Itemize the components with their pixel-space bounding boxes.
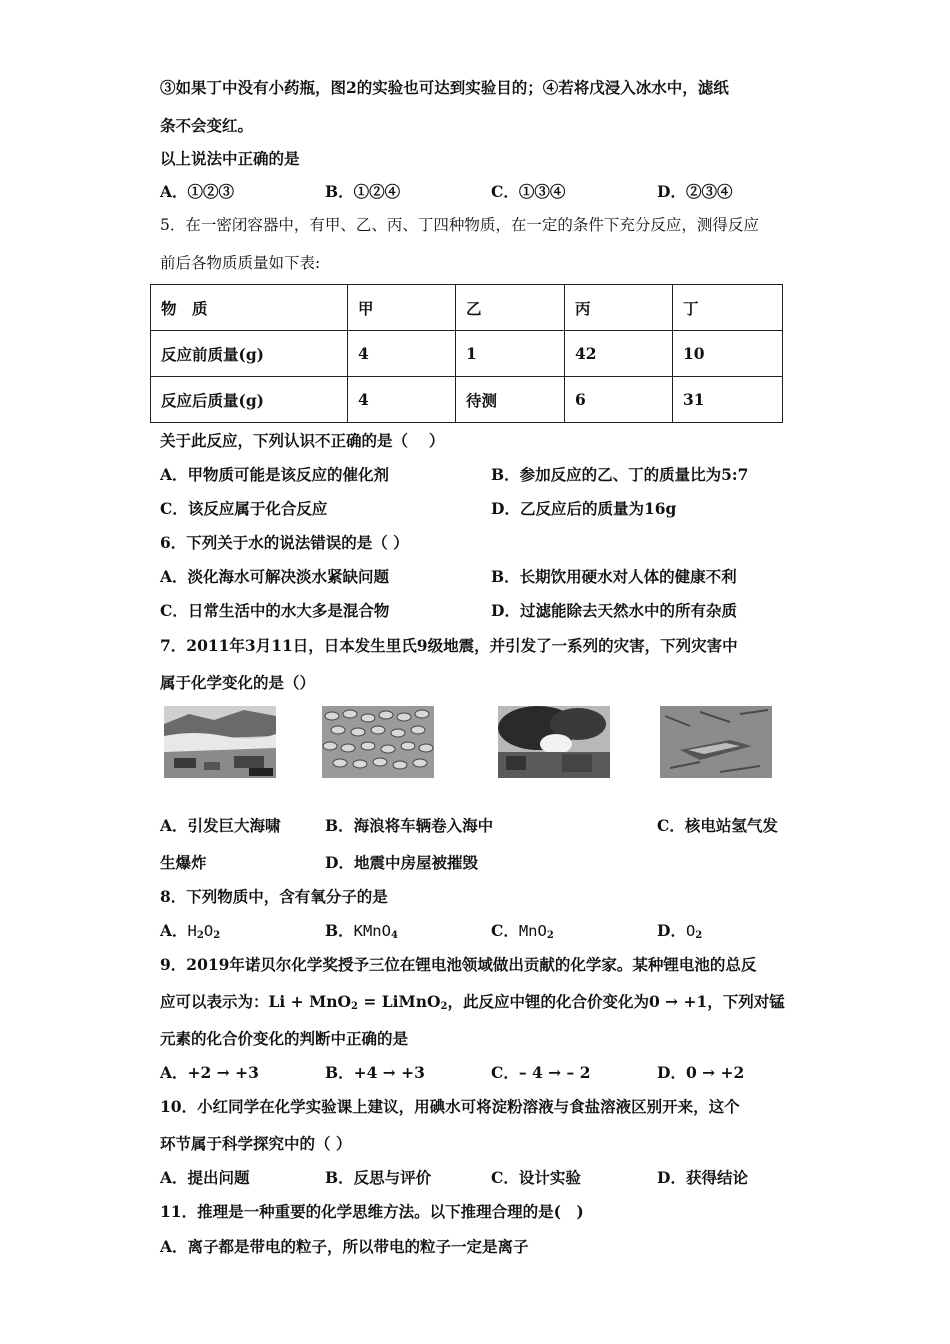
q9-option-b: B．+4 → +3	[325, 1063, 425, 1082]
q4-line3: 以上说法中正确的是	[160, 149, 300, 168]
q8-option-a: A．$H_2O_2$	[160, 921, 221, 941]
table-cell: 丁	[673, 285, 783, 331]
q4-line1: ③如果丁中没有小药瓶，图2的实验也可达到实验目的；④若将戊浸入冰水中，滤纸	[160, 78, 729, 97]
q9-option-c: C．– 4 → – 2	[491, 1063, 591, 1082]
q4-option-c: C．①③④	[491, 182, 566, 201]
q9-line1: 9．2019年诺贝尔化学奖授予三位在锂电池领域做出贡献的化学家。某种锂电池的总反	[160, 955, 757, 974]
q9-option-a: A．+2 → +3	[160, 1063, 259, 1082]
table-cell: 乙	[456, 285, 565, 331]
q9-option-d: D．0 → +2	[657, 1063, 745, 1082]
table-row	[151, 331, 783, 377]
q4-line2: 条不会变红。	[160, 116, 254, 135]
table-cell: 6	[565, 377, 673, 423]
table-cell: 待测	[456, 377, 565, 423]
q9-line3: 元素的化合价变化的判断中正确的是	[160, 1029, 409, 1048]
q5-option-c: C．该反应属于化合反应	[160, 499, 328, 518]
table-cell: 反应后质量(g)	[151, 377, 348, 423]
q4-option-b: B．①②④	[325, 182, 401, 201]
q6-question: 6．下列关于水的说法错误的是（ ）	[160, 533, 409, 552]
q4-option-a: A．①②③	[160, 182, 235, 201]
q5-option-a: A．甲物质可能是该反应的催化剂	[160, 465, 390, 484]
q10-option-c: C．设计实验	[491, 1168, 581, 1187]
q6-option-a: A．淡化海水可解决淡水紧缺问题	[160, 567, 390, 586]
table-cell: 10	[673, 331, 783, 377]
mass-table	[150, 284, 783, 423]
table-cell: 物 质	[151, 285, 348, 331]
table-cell: 反应前质量(g)	[151, 331, 348, 377]
q6-option-c: C．日常生活中的水大多是混合物	[160, 601, 390, 620]
table-cell: 4	[348, 377, 456, 423]
q7-line1: 7．2011年3月11日，日本发生里氏9级地震，并引发了一系列的灾害，下列灾害中	[160, 636, 738, 655]
q7-option-c: C．核电站氢气发	[657, 816, 778, 835]
q7-option-c-cont: 生爆炸	[160, 853, 207, 872]
q10-line2: 环节属于科学探究中的（ ）	[160, 1134, 352, 1153]
q8-option-d: D．$O_2$	[657, 921, 703, 941]
house-debris-photo	[660, 706, 772, 778]
q7-option-b: B．海浪将车辆卷入海中	[325, 816, 494, 835]
q5-question: 关于此反应，下列认识不正确的是（ ）	[160, 431, 445, 450]
table-cell: 4	[348, 331, 456, 377]
table-cell: 42	[565, 331, 673, 377]
q10-option-b: B．反思与评价	[325, 1168, 432, 1187]
q10-option-d: D．获得结论	[657, 1168, 748, 1187]
q11-option-a: A．离子都是带电的粒子，所以带电的粒子一定是离子	[160, 1237, 529, 1256]
q8-option-b: B．KMnO$_4$	[325, 921, 398, 941]
q8-question: 8．下列物质中，含有氧分子的是	[160, 887, 388, 906]
explosion-photo	[498, 706, 610, 778]
q7-option-d: D．地震中房屋被摧毁	[325, 853, 478, 872]
q7-option-a: A．引发巨大海啸	[160, 816, 281, 835]
q5-line1: 5．在一密闭容器中，有甲、乙、丙、丁四种物质，在一定的条件下充分反应，测得反应	[160, 216, 759, 234]
q5-option-d: D．乙反应后的质量为16g	[491, 499, 677, 518]
q7-line2: 属于化学变化的是（）	[160, 673, 316, 692]
table-cell: 31	[673, 377, 783, 423]
q5-option-b: B．参加反应的乙、丁的质量比为5:7	[491, 465, 749, 484]
q11-question: 11．推理是一种重要的化学思维方法。以下推理合理的是( )	[160, 1202, 584, 1221]
table-cell: 丙	[565, 285, 673, 331]
q5-line2: 前后各物质质量如下表:	[160, 254, 321, 272]
cars-photo	[322, 706, 434, 778]
table-cell: 1	[456, 331, 565, 377]
q6-option-d: D．过滤能除去天然水中的所有杂质	[491, 601, 737, 620]
table-row	[151, 377, 783, 423]
q6-option-b: B．长期饮用硬水对人体的健康不利	[491, 567, 737, 586]
q4-option-d: D．②③④	[657, 182, 733, 201]
table-header-row	[151, 285, 783, 331]
table-cell: 甲	[348, 285, 456, 331]
q9-line2: 应可以表示为：Li + MnO$_2$ = LiMnO$_2$，此反应中锂的化合价变化为0 → +1，下列对锰	[160, 992, 785, 1012]
tsunami-photo	[164, 706, 276, 778]
q10-option-a: A．提出问题	[160, 1168, 250, 1187]
q10-line1: 10．小红同学在化学实验课上建议，用碘水可将淀粉溶液与食盐溶液区别开来，这个	[160, 1097, 740, 1116]
q8-option-c: C．MnO$_2$	[491, 921, 554, 941]
